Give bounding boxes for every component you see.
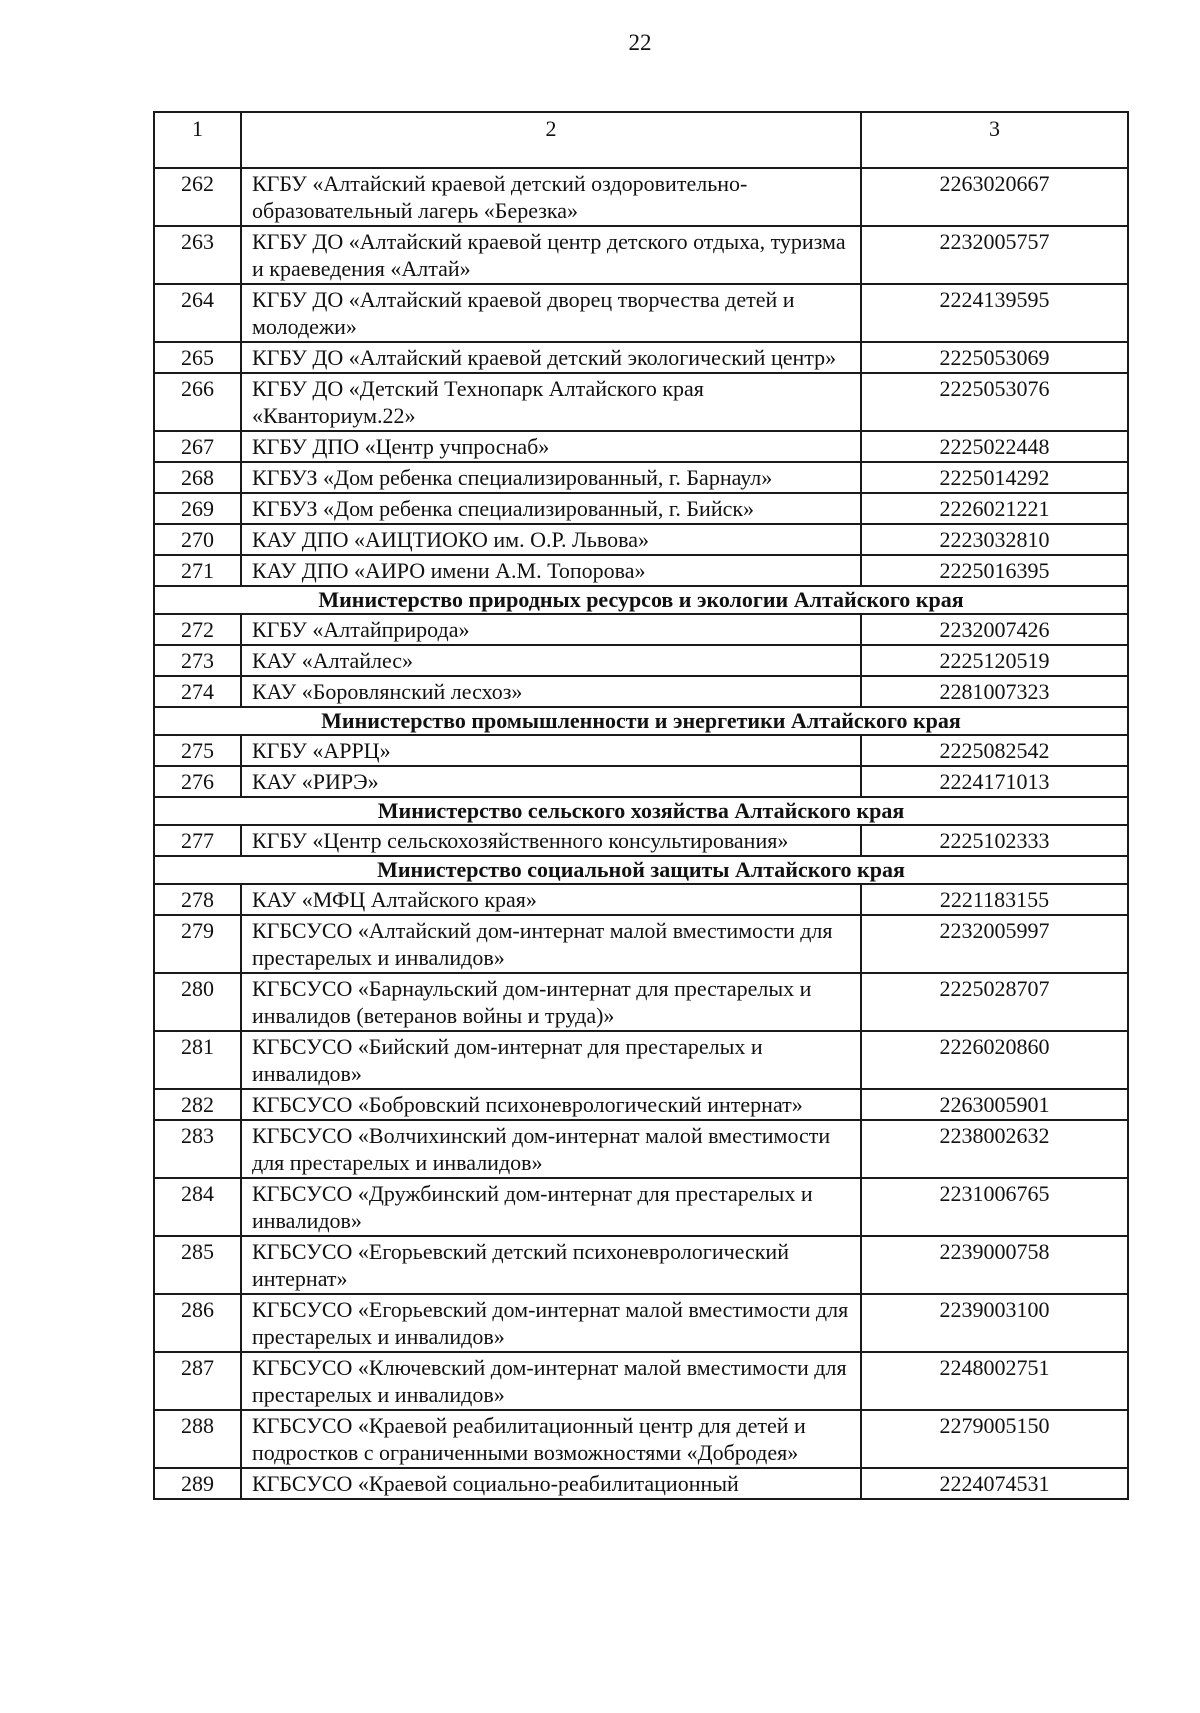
institution-inn: 2223032810: [861, 524, 1128, 555]
table-row: [154, 1236, 1128, 1294]
row-number: 266: [154, 373, 241, 431]
row-number: 280: [154, 973, 241, 1031]
institution-inn: 2224074531: [861, 1468, 1128, 1499]
institution-name: КГБСУСО «Алтайский дом-интернат малой вместимости для престарелых и инвалидов»: [241, 915, 861, 973]
row-number: 278: [154, 884, 241, 915]
institution-inn: 2225022448: [861, 431, 1128, 462]
institution-inn: 2231006765: [861, 1178, 1128, 1236]
table-row: [154, 524, 1128, 555]
row-number: 286: [154, 1294, 241, 1352]
row-number: 274: [154, 676, 241, 707]
institution-name: КГБУ ДО «Алтайский краевой детский экологический центр»: [241, 342, 861, 373]
row-number: 277: [154, 825, 241, 856]
table-row: [154, 915, 1128, 973]
institution-name: КАУ «Алтайлес»: [241, 645, 861, 676]
table-body: [154, 168, 1128, 1499]
institution-inn: 2239000758: [861, 1236, 1128, 1294]
institution-inn: 2248002751: [861, 1352, 1128, 1410]
institution-inn: 2224139595: [861, 284, 1128, 342]
row-number: 270: [154, 524, 241, 555]
institution-name: КГБСУСО «Барнаульский дом-интернат для престарелых и инвалидов (ветеранов войны и труда)»: [241, 973, 861, 1031]
section-header-row: [154, 707, 1128, 735]
institution-name: КАУ ДПО «АИЦТИОКО им. О.Р. Львова»: [241, 524, 861, 555]
institution-inn: 2221183155: [861, 884, 1128, 915]
institution-name: КГБУ «Центр сельскохозяйственного консультирования»: [241, 825, 861, 856]
institution-name: КГБСУСО «Волчихинский дом-интернат малой вместимости для престарелых и инвалидов»: [241, 1120, 861, 1178]
institution-inn: 2225028707: [861, 973, 1128, 1031]
section-header-row: [154, 797, 1128, 825]
institution-inn: 2225082542: [861, 735, 1128, 766]
table-row: [154, 825, 1128, 856]
institution-inn: 2279005150: [861, 1410, 1128, 1468]
row-number: 287: [154, 1352, 241, 1410]
institution-inn: 2226020860: [861, 1031, 1128, 1089]
row-number: 283: [154, 1120, 241, 1178]
institution-inn: 2225053069: [861, 342, 1128, 373]
table-row: [154, 168, 1128, 226]
table-row: [154, 226, 1128, 284]
institution-name: КГБУ ДПО «Центр учпроснаб»: [241, 431, 861, 462]
row-number: 284: [154, 1178, 241, 1236]
institutions-table: [153, 111, 1129, 1500]
row-number: 282: [154, 1089, 241, 1120]
institution-inn: 2232005997: [861, 915, 1128, 973]
section-title: Министерство сельского хозяйства Алтайского края: [154, 797, 1128, 825]
table-row: [154, 462, 1128, 493]
table-row: [154, 342, 1128, 373]
row-number: 285: [154, 1236, 241, 1294]
row-number: 269: [154, 493, 241, 524]
institution-inn: 2238002632: [861, 1120, 1128, 1178]
institution-inn: 2225014292: [861, 462, 1128, 493]
row-number: 279: [154, 915, 241, 973]
section-title: Министерство природных ресурсов и экологии Алтайского края: [154, 586, 1128, 614]
institution-name: КГБУ ДО «Алтайский краевой центр детского отдыха, туризма и краеведения «Алтай»: [241, 226, 861, 284]
table-row: [154, 1089, 1128, 1120]
table-row: [154, 766, 1128, 797]
row-number: 262: [154, 168, 241, 226]
table-row: [154, 493, 1128, 524]
header-col-inn: 3: [861, 112, 1128, 168]
table-row: [154, 1178, 1128, 1236]
institution-name: КАУ «РИРЭ»: [241, 766, 861, 797]
institution-inn: 2225053076: [861, 373, 1128, 431]
institution-inn: 2225102333: [861, 825, 1128, 856]
section-header-row: [154, 856, 1128, 884]
row-number: 289: [154, 1468, 241, 1499]
row-number: 288: [154, 1410, 241, 1468]
institution-inn: 2232007426: [861, 614, 1128, 645]
table-row: [154, 614, 1128, 645]
row-number: 271: [154, 555, 241, 586]
row-number: 264: [154, 284, 241, 342]
institution-inn: 2263005901: [861, 1089, 1128, 1120]
page-number: 22: [628, 30, 652, 55]
institution-name: КГБСУСО «Ключевский дом-интернат малой вместимости для престарелых и инвалидов»: [241, 1352, 861, 1410]
row-number: 265: [154, 342, 241, 373]
institution-inn: 2232005757: [861, 226, 1128, 284]
institution-inn: 2224171013: [861, 766, 1128, 797]
institution-name: КАУ ДПО «АИРО имени А.М. Топорова»: [241, 555, 861, 586]
institution-name: КГБСУСО «Бобровский психоневрологический интернат»: [241, 1089, 861, 1120]
row-number: 275: [154, 735, 241, 766]
table-row: [154, 884, 1128, 915]
table-row: [154, 284, 1128, 342]
table-header-row: [154, 112, 1128, 168]
institution-inn: 2226021221: [861, 493, 1128, 524]
table-row: [154, 1410, 1128, 1468]
institution-name: КГБСУСО «Краевой реабилитационный центр для детей и подростков с ограниченными возможностями «Добродея»: [241, 1410, 861, 1468]
institution-name: КГБУЗ «Дом ребенка специализированный, г. Бийск»: [241, 493, 861, 524]
institution-name: КАУ «Боровлянский лесхоз»: [241, 676, 861, 707]
institution-name: КГБСУСО «Краевой социально-реабилитационный: [241, 1468, 861, 1499]
institution-name: КГБСУСО «Егорьевский дом-интернат малой вместимости для престарелых и инвалидов»: [241, 1294, 861, 1352]
institution-name: КАУ «МФЦ Алтайского края»: [241, 884, 861, 915]
row-number: 281: [154, 1031, 241, 1089]
table-row: [154, 1031, 1128, 1089]
row-number: 273: [154, 645, 241, 676]
row-number: 268: [154, 462, 241, 493]
institution-inn: 2225016395: [861, 555, 1128, 586]
institution-inn: 2225120519: [861, 645, 1128, 676]
institution-inn: 2263020667: [861, 168, 1128, 226]
row-number: 267: [154, 431, 241, 462]
institution-name: КГБУ «Алтайский краевой детский оздоровительно-образовательный лагерь «Березка»: [241, 168, 861, 226]
section-title: Министерство социальной защиты Алтайского края: [154, 856, 1128, 884]
row-number: 263: [154, 226, 241, 284]
table-row: [154, 973, 1128, 1031]
institution-name: КГБСУСО «Бийский дом-интернат для престарелых и инвалидов»: [241, 1031, 861, 1089]
row-number: 272: [154, 614, 241, 645]
institution-name: КГБСУСО «Егорьевский детский психоневрологический интернат»: [241, 1236, 861, 1294]
institution-name: КГБУ «АРРЦ»: [241, 735, 861, 766]
institution-inn: 2281007323: [861, 676, 1128, 707]
table-row: [154, 373, 1128, 431]
header-col-number: 1: [154, 112, 241, 168]
row-number: 276: [154, 766, 241, 797]
institution-name: КГБСУСО «Дружбинский дом-интернат для престарелых и инвалидов»: [241, 1178, 861, 1236]
institution-name: КГБУ ДО «Детский Технопарк Алтайского края «Кванториум.22»: [241, 373, 861, 431]
table-row: [154, 645, 1128, 676]
section-header-row: [154, 586, 1128, 614]
table-row: [154, 555, 1128, 586]
table-row: [154, 735, 1128, 766]
institution-name: КГБУ ДО «Алтайский краевой дворец творчества детей и молодежи»: [241, 284, 861, 342]
section-title: Министерство промышленности и энергетики Алтайского края: [154, 707, 1128, 735]
header-col-name: 2: [241, 112, 861, 168]
table-row: [154, 1468, 1128, 1499]
institution-name: КГБУ «Алтайприрода»: [241, 614, 861, 645]
table-row: [154, 1352, 1128, 1410]
table-row: [154, 1120, 1128, 1178]
institution-inn: 2239003100: [861, 1294, 1128, 1352]
table-row: [154, 676, 1128, 707]
institution-name: КГБУЗ «Дом ребенка специализированный, г. Барнаул»: [241, 462, 861, 493]
table-row: [154, 1294, 1128, 1352]
table-row: [154, 431, 1128, 462]
